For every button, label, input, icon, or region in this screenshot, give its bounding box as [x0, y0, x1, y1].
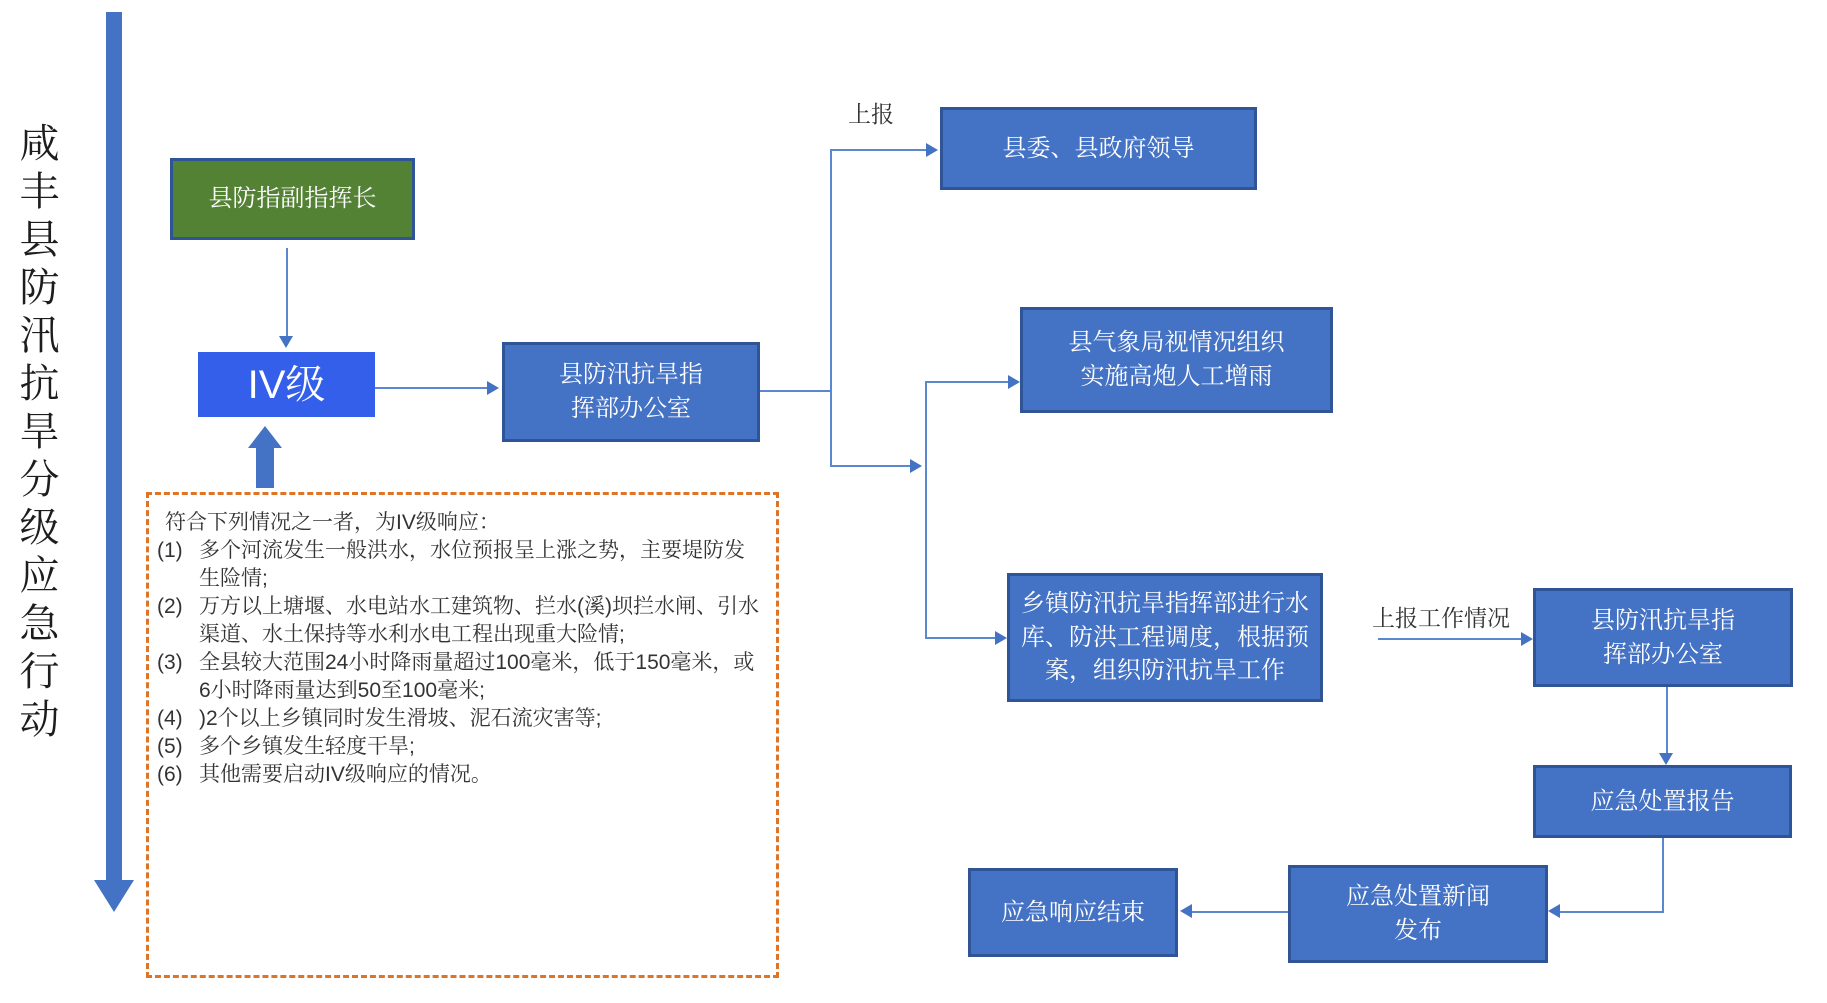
node-label-line: 案，组织防汛抗旱工作: [1045, 657, 1285, 685]
connector-township-to-office2: [1378, 638, 1521, 640]
condition-number: (5): [157, 735, 183, 758]
condition-text: 全县较大范围24小时降雨量超过100毫米，低于150毫米，或6小时降雨量达到50至100毫米;: [199, 651, 755, 702]
node-label-line: 县防汛抗旱指: [1591, 606, 1735, 634]
condition-item: [157, 593, 766, 649]
connector-to-township: [925, 637, 995, 639]
node-response-end: [968, 868, 1178, 957]
node-label-line: 乡镇防汛抗旱指挥部进行水: [1021, 590, 1309, 618]
node-label-line: 应急处置新闻: [1346, 883, 1490, 911]
connector-to-junction2: [830, 465, 910, 467]
timeline-arrow-head-icon: [94, 880, 134, 912]
conditions-to-level-arrow-stem: [256, 448, 274, 488]
node-label-line: 县防汛抗旱指: [559, 361, 703, 389]
condition-number: (6): [157, 763, 183, 786]
arrowhead-left-icon: [1180, 904, 1192, 918]
arrowhead-right-icon: [1521, 632, 1533, 646]
condition-item: [157, 733, 766, 761]
condition-text: 其他需要启动IV级响应的情况。: [199, 763, 492, 786]
label-report-up: 上报: [848, 101, 894, 127]
node-emergency-report: [1533, 765, 1792, 838]
condition-number: (1): [157, 539, 183, 562]
conditions-to-level-arrow-head-icon: [248, 426, 282, 448]
node-label: 县委、县政府领导: [1002, 134, 1195, 162]
timeline-arrow-shaft: [106, 12, 122, 880]
condition-text: 多个乡镇发生轻度干旱;: [199, 735, 415, 758]
node-label-line: 库、防洪工程调度，根据预: [1021, 623, 1309, 651]
condition-text: 多个河流发生一般洪水，水位预报呈上涨之势，主要堤防发生险情;: [199, 539, 745, 590]
connector-to-leaders: [830, 149, 926, 151]
node-county-leaders: [940, 107, 1257, 190]
arrowhead-right-icon: [995, 631, 1007, 645]
condition-item: [157, 761, 766, 789]
connector-report-down: [1662, 838, 1664, 913]
connector-trunk-vertical: [830, 149, 832, 467]
conditions-box: [146, 492, 779, 978]
connector-to-weather: [925, 381, 1008, 383]
condition-number: (3): [157, 651, 183, 674]
arrowhead-right-icon: [910, 459, 922, 473]
diagram-title: 咸丰县防汛抗旱分级应急行动: [14, 122, 58, 746]
connector-deputy-to-level: [286, 248, 288, 336]
condition-item: [157, 537, 766, 593]
connector-office2-to-report: [1666, 687, 1668, 753]
connector-news-to-end: [1192, 911, 1288, 913]
node-flood-control-office-2: [1533, 588, 1793, 687]
condition-number: (2): [157, 595, 183, 618]
node-label-line: 挥部办公室: [571, 395, 691, 422]
arrowhead-left-icon: [1548, 904, 1560, 918]
condition-number: (4): [157, 707, 183, 730]
node-level-iv: [198, 352, 375, 417]
node-label: 应急处置报告: [1590, 787, 1735, 815]
node-township-headquarters: [1007, 573, 1323, 702]
connector-level-to-office: [375, 387, 487, 389]
node-label: 应急响应结束: [1001, 898, 1145, 926]
connector-report-to-news: [1560, 911, 1663, 913]
connector-junction2-vertical: [925, 381, 927, 639]
node-label-line: 发布: [1394, 917, 1442, 944]
conditions-intro: 符合下列情况之一者，为IV级响应：: [165, 511, 500, 534]
condition-item: [157, 649, 766, 705]
arrowhead-right-icon: [926, 143, 938, 157]
node-label: 县防指副指挥长: [208, 185, 377, 213]
node-label-line: 挥部办公室: [1603, 640, 1723, 668]
condition-item: [157, 705, 766, 733]
arrowhead-down-icon: [1659, 753, 1673, 765]
condition-text: )2个以上乡镇同时发生滑坡、泥石流灾害等;: [199, 707, 602, 730]
node-weather-bureau: [1020, 307, 1333, 413]
node-label-line: 实施高炮人工增雨: [1080, 363, 1273, 390]
label-report-work-status: 上报工作情况: [1372, 605, 1510, 631]
arrowhead-right-icon: [487, 381, 499, 395]
node-flood-control-office: [502, 342, 760, 442]
node-deputy-commander: [170, 158, 415, 240]
node-news-release: [1288, 865, 1548, 963]
arrowhead-right-icon: [1008, 375, 1020, 389]
arrowhead-down-icon: [279, 336, 293, 348]
condition-text: 万方以上塘堰、水电站水工建筑物、拦水(溪)坝拦水闸、引水渠道、水土保持等水利水电工程出现重大险情;: [199, 595, 759, 646]
node-label: IV级: [247, 362, 326, 407]
node-label-line: 县气象局视情况组织: [1068, 329, 1285, 357]
connector-office-out: [760, 390, 830, 392]
